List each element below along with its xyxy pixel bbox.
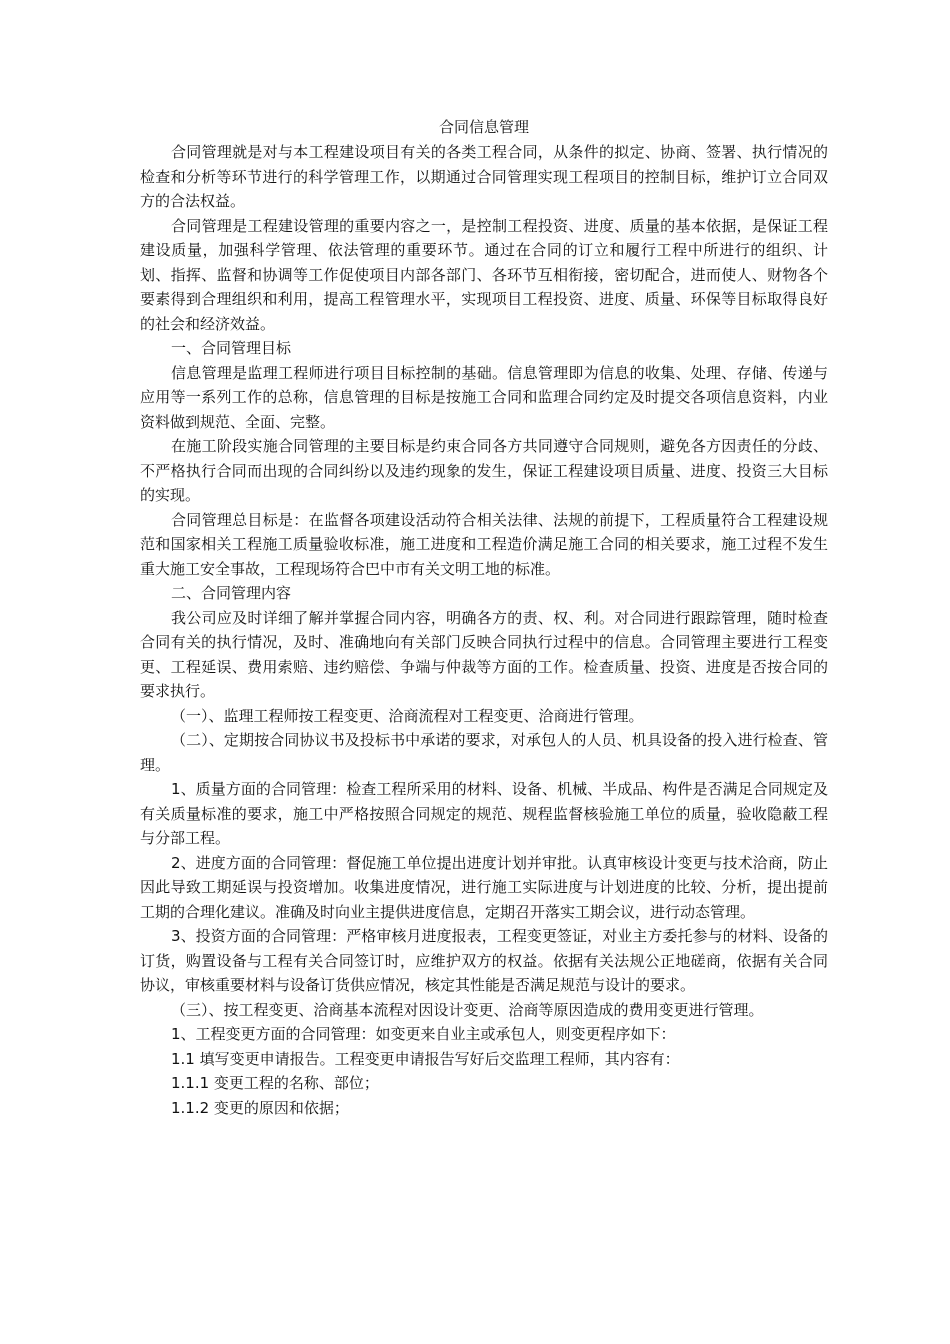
paragraph-intro-2: 合同管理是工程建设管理的重要内容之一，是控制工程投资、进度、质量的基本依据，是保证工程建设质量，加强科学管理、依法管理的重要环节。通过在合同的订立和履行工程中所进行的组织、计划、指挥、监督和协调等工作促使项目内部各部门、各环节互相衔接，密切配合，进而使人、财物各个要素得到合理组织和利用，提高工程管理水平，实现项目工程投资、进度、质量、环保等目标取得良好的社会和经济效益。	[140, 216, 828, 333]
document-title: 合同信息管理	[438, 118, 529, 136]
item-change-request: 1.1 填写变更申请报告。工程变更申请报告写好后交监理工程师，其内容有：	[171, 1049, 680, 1068]
item-investment: 3、投资方面的合同管理：严格审核月进度报表，工程变更签证，对业主方委托参与的材料、设备的订货，购置设备与工程有关合同签订时，应维护双方的权益。依据有关法规公正地磋商，依据有关合同协议，审核重要材料与设备订货供应情况，核定其性能是否满足规范与设计的要求。	[140, 927, 828, 994]
item-change-management: 1、工程变更方面的合同管理：如变更来自业主或承包人，则变更程序如下：	[171, 1025, 676, 1043]
paragraph-goals-3: 合同管理总目标是：在监督各项建设活动符合相关法律、法规的前提下，工程质量符合工程建设规范和国家相关工程施工质量验收标准，施工进度和工程造价满足施工合同的相关要求，施工过程不发生重大施工安全事故，工程现场符合巴中市有关文明工地的标准。	[140, 510, 828, 578]
section-heading-content: 二、合同管理内容	[171, 584, 292, 602]
section-heading-goals: 一、合同管理目标	[171, 339, 292, 357]
subsection-one: （一）、监理工程师按工程变更、洽商流程对工程变更、洽商进行管理。	[171, 706, 644, 725]
paragraph-goals-2: 在施工阶段实施合同管理的主要目标是约束合同各方共同遵守合同规则，避免各方因责任的分歧、不严格执行合同而出现的合同纠纷以及违约现象的发生，保证工程建设项目质量、进度、投资三大目标的实现。	[140, 437, 828, 504]
item-schedule: 2、进度方面的合同管理：督促施工单位提出进度计划并审批。认真审核设计变更与技术洽商，防止因此导致工期延误与投资增加。收集进度情况，进行施工实际进度与计划进度的比较、分析，提出提前工期的合理化建议。准确及时向业主提供进度信息，定期召开落实工期会议，进行动态管理。	[140, 853, 828, 921]
item-change-name: 1.1.1 变更工程的名称、部位；	[171, 1074, 379, 1092]
paragraph-goals-1: 信息管理是监理工程师进行项目目标控制的基础。信息管理即为信息的收集、处理、存储、传递与应用等一系列工作的总称，信息管理的目标是按施工合同和监理合同约定及时提交各项信息资料，内业资料做到规范、全面、完整。	[140, 363, 828, 431]
item-change-reason: 1.1.2 变更的原因和依据；	[171, 1098, 349, 1117]
subsection-three: （三）、按工程变更、洽商基本流程对因设计变更、洽商等原因造成的费用变更进行管理。	[171, 1000, 764, 1019]
item-quality: 1、质量方面的合同管理：检查工程所采用的材料、设备、机械、半成品、构件是否满足合同规定及有关质量标准的要求，施工中严格按照合同规定的规范、规程监督核验施工单位的质量，验收隐蔽工程与分部工程。	[140, 780, 828, 847]
paragraph-content-1: 我公司应及时详细了解并掌握合同内容，明确各方的责、权、利。对合同进行跟踪管理，随时检查合同有关的执行情况，及时、准确地向有关部门反映合同执行过程中的信息。合同管理主要进行工程变更、工程延误、费用索赔、违约赔偿、争端与仲裁等方面的工作。检查质量、投资、进度是否按合同的要求执行。	[140, 608, 828, 700]
document-page	[140, 114, 828, 1120]
paragraph-intro-1: 合同管理就是对与本工程建设项目有关的各类工程合同，从条件的拟定、协商、签署、执行情况的检查和分析等环节进行的科学管理工作，以期通过合同管理实现工程项目的控制目标，维护订立合同双方的合法权益。	[140, 143, 828, 210]
subsection-two: （二）、定期按合同协议书及投标书中承诺的要求，对承包人的人员、机具设备的投入进行检查、管理。	[140, 731, 828, 774]
